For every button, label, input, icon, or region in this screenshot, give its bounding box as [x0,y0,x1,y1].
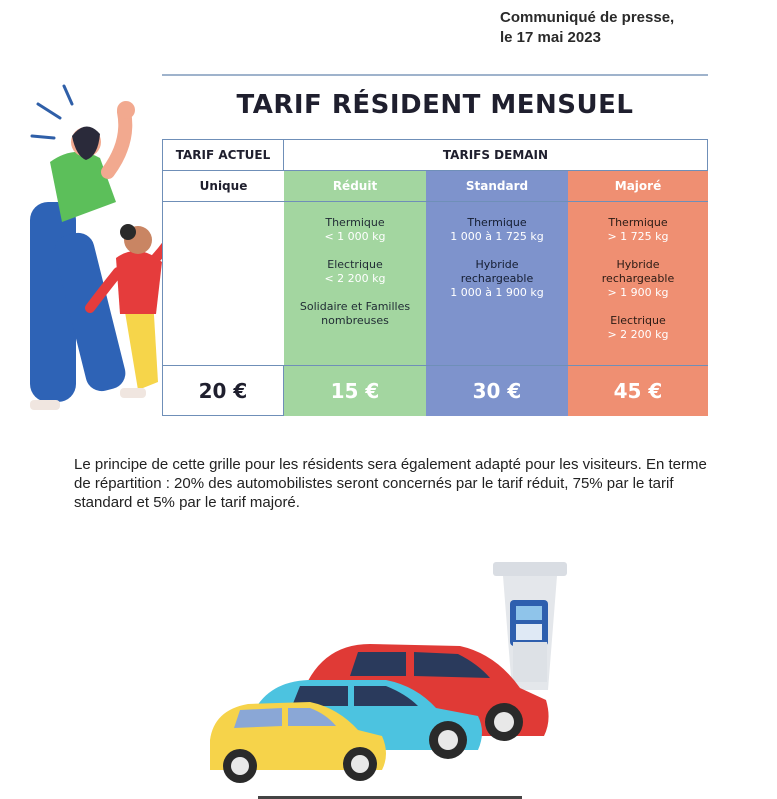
increased-electric-weight: > 2 200 kg [607,328,669,341]
header-current-tariff: TARIF ACTUEL [162,139,284,171]
standard-hybrid: Hybride [475,258,519,271]
standard-thermal: Thermique [467,216,527,229]
page-title: TARIF RÉSIDENT MENSUEL [236,90,634,120]
reduced-electric: Electrique [327,258,383,271]
reduced-thermal-weight: < 1 000 kg [324,230,386,243]
header-future-tariffs: TARIFS DEMAIN [283,139,708,171]
reduced-tariff-body [284,201,426,365]
reduced-solidarity: Solidaire et Familles [299,300,411,313]
current-tariff-label: Unique [162,171,284,201]
increased-tariff-body [568,201,708,365]
increased-hybrid: Hybride [616,258,660,271]
increased-hybrid-2: rechargeable [601,272,675,285]
cars-illustration [200,560,580,799]
reduced-tariff-label: Réduit [284,171,426,201]
reduced-solidarity-2: nombreuses [321,314,389,327]
increased-thermal-weight: > 1 725 kg [607,230,669,243]
reduced-thermal: Thermique [325,216,385,229]
increased-electric: Electrique [610,314,666,327]
tariff-table [162,139,708,416]
increased-tariff-price: 45 € [568,365,708,416]
reduced-electric-weight: < 2 200 kg [324,272,386,285]
increased-hybrid-weight: > 1 900 kg [607,286,669,299]
current-tariff-price: 20 € [162,365,284,416]
current-tariff-body [162,201,284,365]
press-release-date: le 17 mai 2023 [500,29,601,46]
increased-thermal: Thermique [608,216,668,229]
press-release-header [500,8,674,48]
reduced-tariff-price: 15 € [284,365,426,416]
standard-tariff-body [426,201,568,365]
press-release-label: Communiqué de presse, [500,9,675,26]
body-paragraph: Le principe de cette grille pour les résidents sera également adapté pour les visiteurs. En terme de répartition : 20% des automobilistes seront concernés par le tarif réduit, 75% par le tarif standard et 5% par le tarif majoré. [74,456,707,511]
standard-tariff-label: Standard [426,171,568,201]
standard-hybrid-2: rechargeable [460,272,534,285]
standard-tariff-price: 30 € [426,365,568,416]
increased-tariff-label: Majoré [568,171,708,201]
standard-hybrid-weight: 1 000 à 1 900 kg [450,286,544,299]
standard-thermal-weight: 1 000 à 1 725 kg [450,230,544,243]
header-divider [162,74,708,76]
